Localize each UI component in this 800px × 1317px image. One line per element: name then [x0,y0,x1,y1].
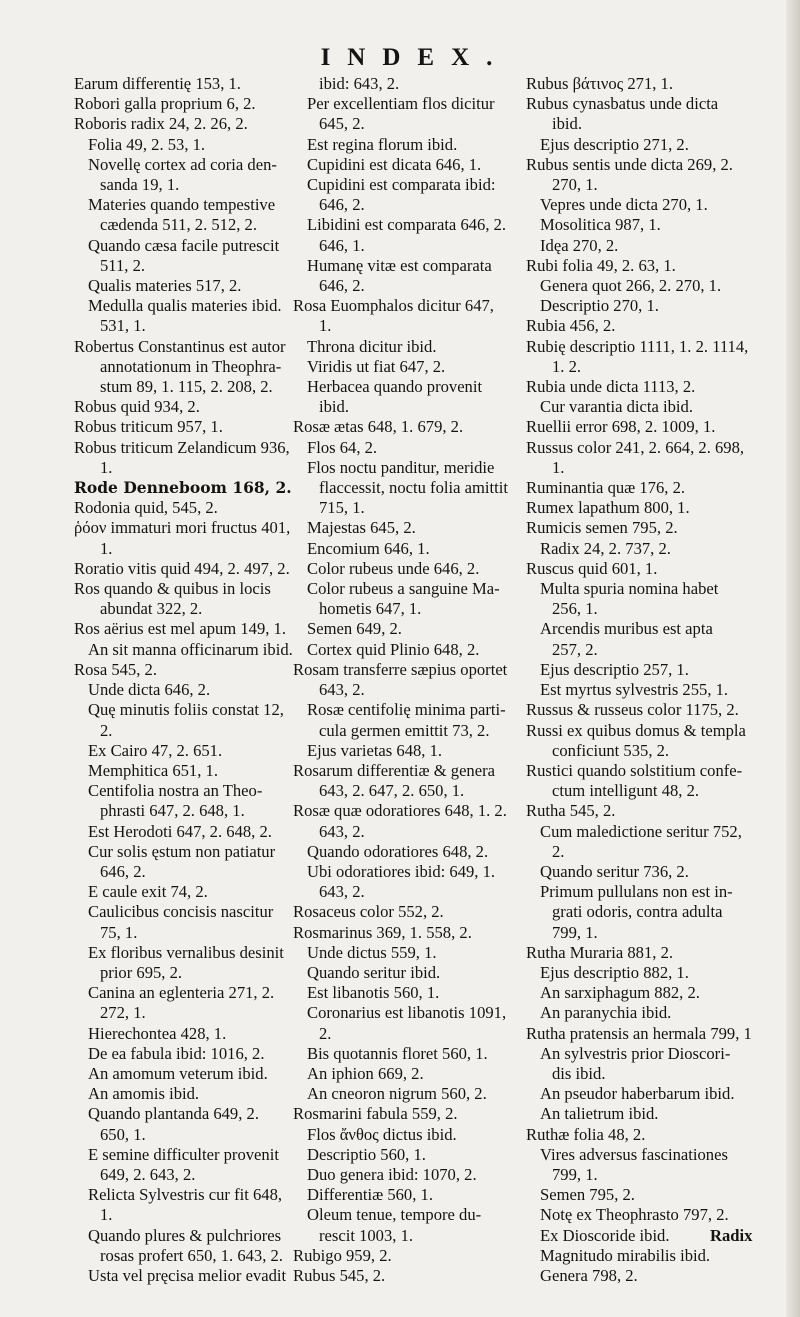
index-entry-line: 1. 2. [552,356,582,376]
index-entry-line: Robus triticum Zelandicum 936, [74,437,290,457]
index-entry-line: Rosæ quæ odoratiores 648, 1. 2. [293,801,507,821]
index-entry-line: Rumex lapathum 800, 1. [526,498,690,518]
index-entry-line: Folia 49, 2. 53, 1. [88,134,206,154]
index-entry-line: An talietrum ibid. [540,1104,659,1124]
index-entry-line: 1. [100,457,113,477]
index-entry-line: grati odoris, contra adulta [552,902,723,922]
index-entry-line: hometis 647, 1. [319,599,422,619]
index-entry-line: Rubus βάτινος 271, 1. [526,74,673,93]
index-entry-line: Rutha pratensis an hermala 799, 1 [526,1023,752,1043]
index-entry-line: 646, 1. [319,235,365,255]
index-entry-line: phrasti 647, 2. 648, 1. [100,801,245,821]
index-entry-line: Est regina florum ibid. [307,134,458,154]
index-entry-line: Robertus Constantinus est autor [74,336,286,356]
index-entry-line: ῥόον immaturi mori fructus 401, [74,518,291,538]
index-entry-line: E semine difficulter provenit [88,1144,279,1164]
index-entry-line: An iphion 669, 2. [307,1063,424,1083]
index-entry-line: Ros aërius est mel apum 149, 1. [74,619,286,639]
index-entry-line: 646, 2. [319,276,365,296]
index-entry-line: 715, 1. [319,498,365,518]
index-entry-line: Roboris radix 24, 2. 26, 2. [74,114,248,134]
index-entry-line: Ex Dioscoride ibid. [540,1225,670,1245]
index-entry-line: Mosolitica 987, 1. [540,215,661,235]
index-entry-line: Usta vel pręcisa melior evadit [88,1265,287,1285]
index-entry-line: Descriptio 560, 1. [307,1144,426,1164]
index-entry-line: dis ibid. [552,1063,606,1083]
catchword: Radix [710,1226,753,1245]
index-entry-line: Cortex quid Plinio 648, 2. [307,639,480,659]
index-entry-line: Russi ex quibus domus & templa [526,720,746,740]
index-entry-line: Canina an eglenteria 271, 2. [88,983,275,1003]
index-entry-line: Ejus descriptio 882, 1. [540,962,689,982]
index-entry-line: Medulla qualis materies ibid. [88,296,282,316]
index-entry-line: 1. [100,1205,113,1225]
index-column-1 [74,74,296,1286]
index-entry-line: Est myrtus sylvestris 255, 1. [540,680,729,700]
index-entry-line: Ubi odoratiores ibid: 649, 1. [307,861,496,881]
index-entry-line: Idęa 270, 2. [540,235,619,255]
index-entry-line: Radix 24, 2. 737, 2. [540,538,671,558]
index-entry-line: ibid: 643, 2. [319,74,400,93]
index-entry-line: 1. [100,538,113,558]
index-entry-line: De ea fabula ibid: 1016, 2. [88,1043,265,1063]
index-entry-line: Rubus sentis unde dicta 269, 2. [526,154,733,174]
index-entry-line: Unde dicta 646, 2. [88,680,211,700]
index-entry-line: Color rubeus unde 646, 2. [307,558,480,578]
index-entry-line: E caule exit 74, 2. [88,882,208,902]
index-entry-line: Rubi folia 49, 2. 63, 1. [526,255,676,275]
index-entry-line: Ruminantia quæ 176, 2. [526,478,686,498]
index-entry-line: Cum maledictione seritur 752, [540,821,742,841]
index-entry-line: Differentiæ 560, 1. [307,1185,433,1205]
index-entry-line: An sarxiphagum 882, 2. [540,983,700,1003]
index-entry-line: ibid. [552,114,582,134]
index-entry-line: 531, 1. [100,316,146,336]
index-entry-line: Qualis materies 517, 2. [88,276,242,296]
index-entry-line: 2. [552,841,565,861]
index-entry-line: Rubia unde dicta 1113, 2. [526,377,696,397]
index-entry-line: conficiunt 535, 2. [552,740,670,760]
index-entry-line: Throna dicitur ibid. [307,336,437,356]
index-entry-line: Ruthæ folia 48, 2. [526,1124,646,1144]
index-entry-line: Descriptio 270, 1. [540,296,659,316]
index-entry-line: Ruellii error 698, 2. 1009, 1. [526,417,716,437]
index-entry-line: Rosam transferre sæpius oportet [293,659,508,679]
index-entry-line: Cupidini est comparata ibid: [307,175,496,195]
index-entry-line: 643, 2. [319,882,365,902]
index-entry-line: Robus triticum 957, 1. [74,417,223,437]
index-entry-line: 272, 1. [100,1003,146,1023]
page-edge-shadow [786,0,800,1317]
index-entry-line: Arcendis muribus est apta [540,619,713,639]
index-entry-line: Materies quando tempestive [88,195,276,215]
index-entry-line: An amomum veterum ibid. [88,1063,268,1083]
index-entry-line: 646, 2. [319,195,365,215]
index-entry-line: Per excellentiam flos dicitur [307,94,495,114]
index-entry-line: Cupidini est dicata 646, 1. [307,154,482,174]
index-entry-line: Russus & russeus color 1175, 2. [526,700,739,720]
index-entry-line: Rumicis semen 795, 2. [526,518,678,538]
index-entry-line: flaccessit, noctu folia amittit [319,478,508,498]
index-entry-line: Ex floribus vernalibus desinit [88,942,284,962]
index-entry-line: Rosa 545, 2. [74,659,157,679]
index-entry-line: Cur solis ęstum non patiatur [88,841,276,861]
index-entry-line: Quando cæsa facile putrescit [88,235,280,255]
index-entry-line: Cur varantia dicta ibid. [540,397,693,417]
index-entry-line: Rosæ ætas 648, 1. 679, 2. [293,417,464,437]
index-entry-line: Majestas 645, 2. [307,518,416,538]
index-entry-line: 270, 1. [552,175,598,195]
index-entry-line: Ros quando & quibus in locis [74,579,271,599]
index-entry-line: 1. [319,316,332,336]
index-entry-line: Encomium 646, 1. [307,538,430,558]
index-entry-line: ibid. [319,397,349,417]
index-entry-line: 2. [319,1023,332,1043]
index-entry-line: Rode Denneboom 168, 2. [74,478,292,498]
index-entry-line: An amomis ibid. [88,1084,200,1104]
index-entry-line: Rosaceus color 552, 2. [293,902,444,922]
index-entry-line: Libidini est comparata 646, 2. [307,215,507,235]
index-entry-line: Quando seritur ibid. [307,962,441,982]
index-entry-line: Robori galla proprium 6, 2. [74,94,256,114]
index-entry-line: Magnitudo mirabilis ibid. [540,1245,711,1265]
index-entry-line: Rodonia quid, 545, 2. [74,498,218,518]
index-entry-line: Rutha Muraria 881, 2. [526,942,674,962]
index-entry-line: Color rubeus a sanguine Ma- [307,579,500,599]
index-entry-line: 650, 1. [100,1124,146,1144]
index-entry-line: 646, 2. [100,861,146,881]
index-entry-line: Semen 649, 2. [307,619,402,639]
index-entry-line: Unde dictus 559, 1. [307,942,437,962]
index-entry-line: Earum differentię 153, 1. [74,74,241,93]
index-column-3 [526,74,770,1286]
index-entry-line: Quando seritur 736, 2. [540,861,689,881]
index-entry-line: 649, 2. 643, 2. [100,1164,196,1184]
index-entry-line: Ejus descriptio 257, 1. [540,659,689,679]
index-entry-line: abundat 322, 2. [100,599,203,619]
index-entry-line: Coronarius est libanotis 1091, [307,1003,507,1023]
index-entry-line: 1. [552,457,565,477]
index-entry-line: 643, 2. [319,821,365,841]
index-entry-line: Ejus descriptio 271, 2. [540,134,689,154]
index-entry-line: Rosmarini fabula 559, 2. [293,1104,458,1124]
index-entry-line: Notę ex Theophrasto 797, 2. [540,1205,729,1225]
index-entry-line: rosas profert 650, 1. 643, 2. [100,1245,283,1265]
index-entry-line: Rutha 545, 2. [526,801,616,821]
index-entry-line: Caulicibus concisis nascitur [88,902,274,922]
index-entry-line: Flos noctu panditur, meridie [307,457,495,477]
index-entry-line: Est Herodoti 647, 2. 648, 2. [88,821,272,841]
index-entry-line: An cneoron nigrum 560, 2. [307,1084,487,1104]
index-entry-line: prior 695, 2. [100,962,183,982]
index-entry-line: 643, 2. [319,680,365,700]
index-entry-line: Ex Cairo 47, 2. 651. [88,740,223,760]
index-entry-line: Hierechontea 428, 1. [88,1023,227,1043]
index-entry-line: Rubię descriptio 1111, 1. 2. 1114, [526,336,749,356]
index-entry-line: Humanę vitæ est comparata [307,255,492,275]
index-entry-line: Est libanotis 560, 1. [307,983,440,1003]
index-entry-line: 2. [100,720,113,740]
index-entry-line: rescit 1003, 1. [319,1225,414,1245]
index-entry-line: Bis quotannis floret 560, 1. [307,1043,488,1063]
index-entry-line: 799, 1. [552,1164,598,1184]
index-entry-line: Robus quid 934, 2. [74,397,200,417]
index-entry-line: 643, 2. 647, 2. 650, 1. [319,781,465,801]
index-entry-line: Rustici quando solstitium confe- [526,760,743,780]
index-entry-line: Rosa Euomphalos dicitur 647, [293,296,494,316]
index-entry-line: An paranychia ibid. [540,1003,672,1023]
index-entry-line: Semen 795, 2. [540,1185,635,1205]
index-entry-line: Novellę cortex ad coria den- [88,154,277,174]
index-entry-line: Russus color 241, 2. 664, 2. 698, [526,437,745,457]
index-entry-line: Rosmarinus 369, 1. 558, 2. [293,922,472,942]
index-entry-line: Quę minutis foliis constat 12, [88,700,284,720]
index-entry-line: An sit manna officinarum ibid. [88,639,293,659]
index-entry-line: An pseudor haberbarum ibid. [540,1084,735,1104]
index-entry-line: Quando plantanda 649, 2. [88,1104,259,1124]
index-entry-line: sanda 19, 1. [100,175,180,195]
index-entry-line: An sylvestris prior Dioscori- [540,1043,731,1063]
index-entry-line: Vepres unde dicta 270, 1. [540,195,708,215]
index-entry-line: Rubus cynasbatus unde dicta [526,94,719,114]
index-entry-line: 75, 1. [100,922,138,942]
index-entry-line: Ejus varietas 648, 1. [307,740,443,760]
index-entry-line: 511, 2. [100,255,146,275]
index-entry-line: Duo genera ibid: 1070, 2. [307,1164,477,1184]
index-column-2 [293,74,533,1286]
index-entry-line: Rubia 456, 2. [526,316,616,336]
index-entry-line: cædenda 511, 2. 512, 2. [100,215,258,235]
index-entry-line: 799, 1. [552,922,598,942]
index-entry-line: Memphitica 651, 1. [88,760,218,780]
index-entry-line: Genera quot 266, 2. 270, 1. [540,276,722,296]
index-entry-line: Rosæ centifolię minima parti- [307,700,506,720]
index-entry-line: Primum pullulans non est in- [540,882,733,902]
index-entry-line: Roratio vitis quid 494, 2. 497, 2. [74,558,290,578]
index-entry-line: Centifolia nostra an Theo- [88,781,263,801]
index-entry-line: 257, 2. [552,639,598,659]
page-title: INDEX. [320,44,510,71]
index-entry-line: Viridis ut fiat 647, 2. [307,356,446,376]
index-entry-line: Vires adversus fascinationes [540,1144,728,1164]
index-entry-line: annotationum in Theophra- [100,356,282,376]
index-entry-line: Quando odoratiores 648, 2. [307,841,489,861]
index-entry-line: stum 89, 1. 115, 2. 208, 2. [100,377,273,397]
index-entry-line: Ruscus quid 601, 1. [526,558,658,578]
index-entry-line: Multa spuria nomina habet [540,579,719,599]
index-entry-line: Flos ἄνθος dictus ibid. [307,1124,457,1144]
index-entry-line: Herbacea quando provenit [307,377,483,397]
index-entry-line: Genera 798, 2. [540,1265,638,1285]
index-entry-line: 256, 1. [552,599,598,619]
index-entry-line: 645, 2. [319,114,365,134]
index-entry-line: Oleum tenue, tempore du- [307,1205,482,1225]
index-entry-line: Rubus 545, 2. [293,1265,386,1285]
index-entry-line: Relicta Sylvestris cur fit 648, [88,1185,283,1205]
index-entry-line: Rosarum differentiæ & genera [293,760,495,780]
index-entry-line: ctum intelligunt 48, 2. [552,781,700,801]
index-entry-line: Flos 64, 2. [307,437,378,457]
index-entry-line: Quando plures & pulchriores [88,1225,282,1245]
index-entry-line: cula germen emittit 73, 2. [319,720,490,740]
index-entry-line: Rubigo 959, 2. [293,1245,392,1265]
